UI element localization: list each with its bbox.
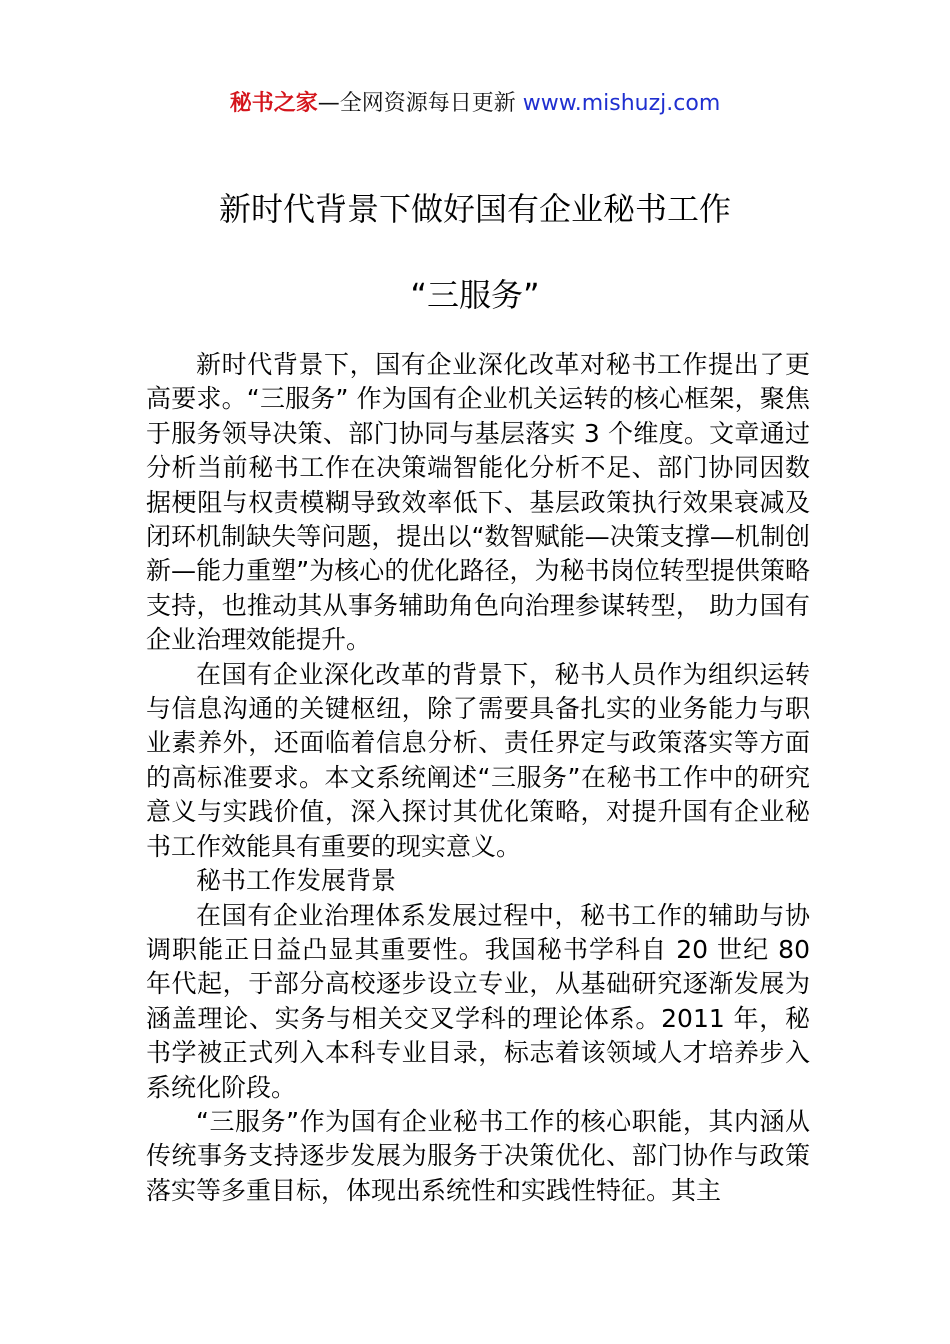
- header-tagline: —全网资源每日更新: [317, 91, 516, 116]
- document-body: [146, 348, 810, 1208]
- document-title: [0, 186, 950, 318]
- paragraph-intro: 在国有企业深化改革的背景下，秘书人员作为组织运转与信息沟通的关键枢纽，除了需要具备扎实的业务能力与职业素养外，还面临着信息分析、责任界定与政策落实等方面的高标准要求。本文系统阐述“三服务”在秘书工作中的研究意义与实践价值，深入探讨其优化策略，对提升国有企业秘书工作效能具有重要的现实意义。: [146, 659, 810, 861]
- site-header: [0, 88, 950, 120]
- site-url-link[interactable]: www.mishuzj.com: [522, 91, 721, 116]
- paragraph-abstract: 新时代背景下，国有企业深化改革对秘书工作提出了更高要求。“三服务” 作为国有企业机关运转的核心框架，聚焦于服务领导决策、部门协同与基层落实 3 个维度。文章通过分析当前秘书工作在决策端智能化分析不足、部门协同因数据梗阻与权责模糊导致效率低下、基层政策执行效果衰减及闭环机制缺失等问题，提出以“数智赋能—决策支撑—机制创新—能力重塑”为核心的优化路径，为秘书岗位转型提供策略支持，也推动其从事务辅助角色向治理参谋转型， 助力国有企业治理效能提升。: [146, 350, 810, 655]
- title-line-1: 新时代背景下做好国有企业秘书工作: [218, 190, 731, 228]
- paragraph-background: 在国有企业治理体系发展过程中，秘书工作的辅助与协调职能正日益凸显其重要性。我国秘书学科自 20 世纪 80 年代起，于部分高校逐步设立专业，从基础研究逐渐发展为涵盖理论、实务与相关交叉学科的理论体系。2011 年，秘书学被正式列入本科专业目录，标志着该领域人才培养步入系统化阶段。: [146, 900, 810, 1102]
- section-heading: 秘书工作发展背景: [196, 866, 397, 896]
- brand-name: 秘书之家: [229, 91, 318, 116]
- title-line-2: “三服务”: [410, 276, 540, 314]
- paragraph-three-services: “三服务”作为国有企业秘书工作的核心职能，其内涵从传统事务支持逐步发展为服务于决策优化、部门协作与政策落实等多重目标，体现出系统性和实践性特征。其主: [146, 1106, 810, 1205]
